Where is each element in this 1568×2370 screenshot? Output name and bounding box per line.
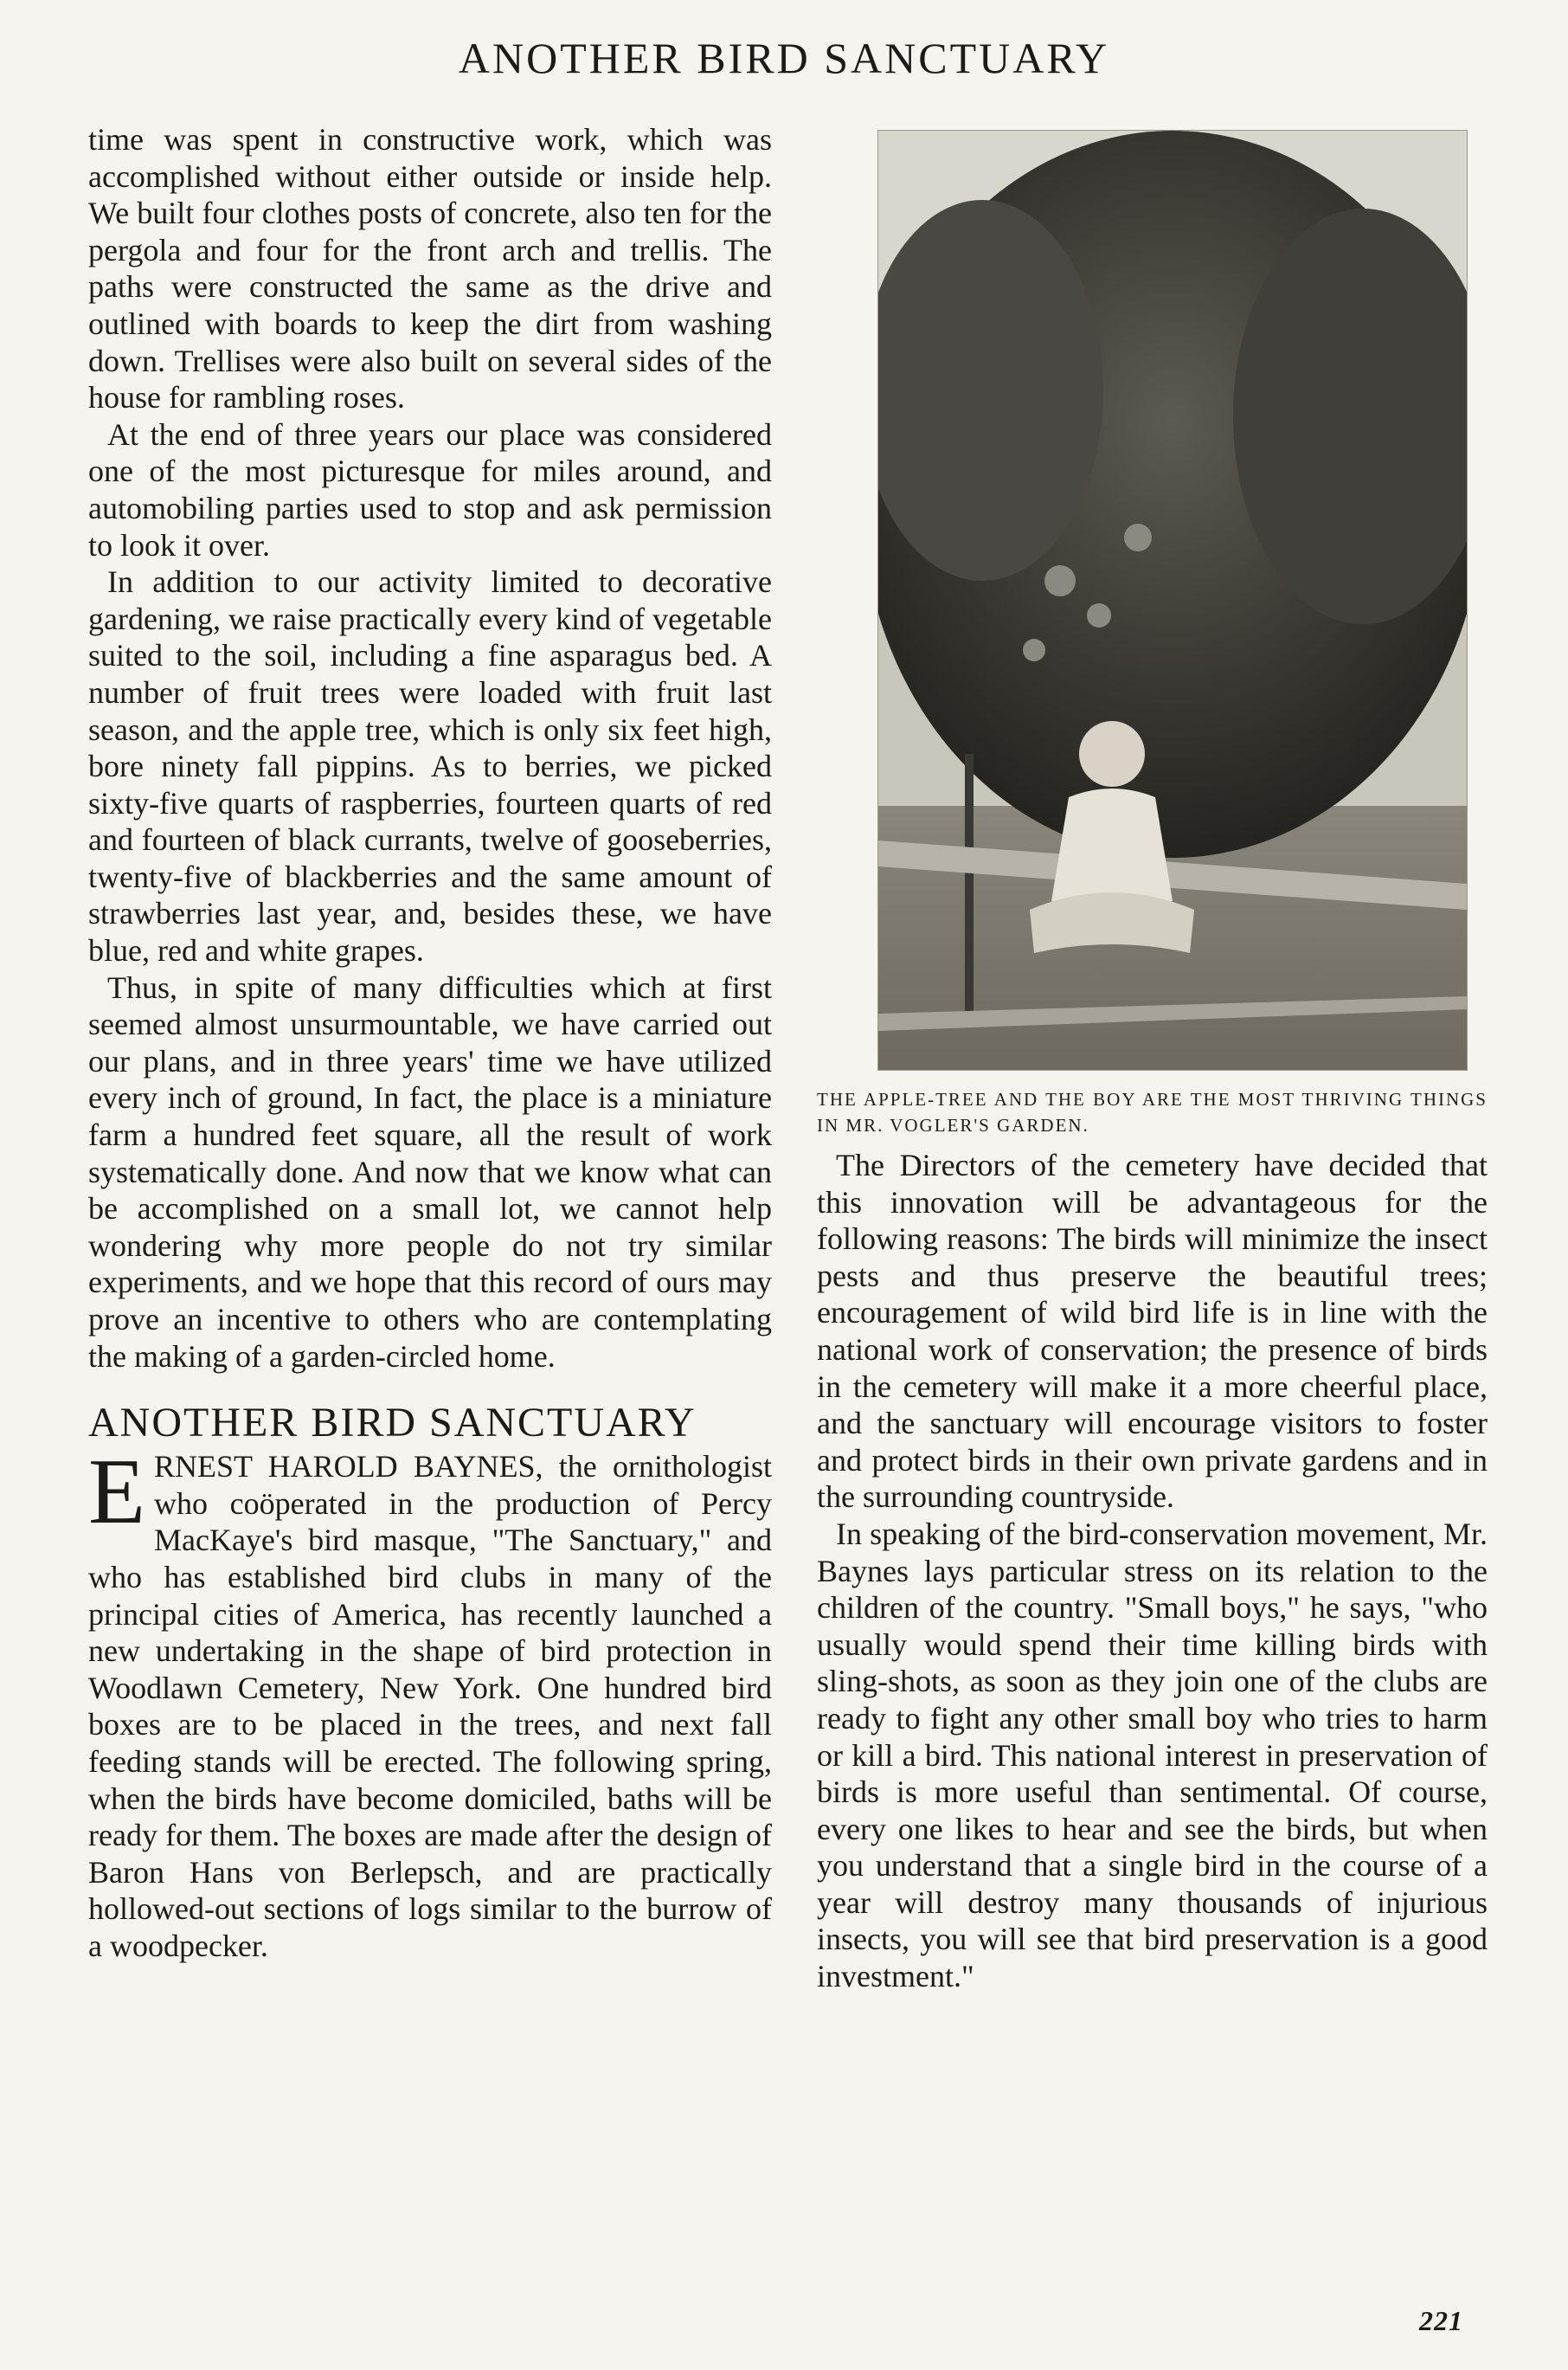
body-paragraph: Thus, in spite of many difficulties which at first seemed almost unsurmountable, we have carried out our plans, and in three years' time we have utilized every inch of ground, In fact, the place is a miniature farm a hundred feet square, all the result of work systematically done. And now that we know what can be accomplished on a small lot, we cannot help wondering why more people do not try similar experiments, and we hope that this record of ours may prove an incentive to others who are contemplating the making of a garden-circled home.: [88, 969, 772, 1374]
body-paragraph: In speaking of the bird-conservation movement, Mr. Baynes lays particular stress on its relation to the children of the country. "Small boys," he says, "who usually would spend their time killing birds with sling-shots, as soon as they join one of the clubs are ready to fight any other small boy who tries to harm or kill a bird. This national interest in preservation of birds is more useful than sentimental. Of course, every one likes to hear and see the birds, but when you understand that a single bird in the course of a year will destroy many thousands of injurious insects, you will see that bird preservation is a good investment.": [817, 1516, 1488, 1994]
body-paragraph: At the end of three years our place was considered one of the most picturesque for miles around, and automobiling parties used to stop and ask permission to look it over.: [88, 416, 772, 563]
right-column: [817, 1147, 1488, 1995]
article-lead-paragraph: [88, 1440, 772, 1964]
left-column: [88, 121, 772, 1965]
apple-tree-boy-image: [878, 131, 1467, 1070]
page-number: 221: [1419, 2305, 1463, 2336]
article-title: ANOTHER BIRD SANCTUARY: [88, 1400, 697, 1446]
garden-photograph: [877, 130, 1468, 1071]
photo-caption: THE APPLE-TREE AND THE BOY ARE THE MOST THRIVING THINGS IN MR. VOGLER'S GARDEN.: [817, 1089, 1488, 1136]
lead-text: RNEST HAROLD BAYNES, the ornithologist who coöperated in the production of Percy MacKaye's bird masque, "The Sanctuary," and who has established bird clubs in many of the principal cities of America, has recently launched a new undertaking in the shape of bird protection in Woodlawn Cemetery, New York. One hundred bird boxes are to be placed in the trees, and next fall feeding stands will be erected. The following spring, when the birds have become domiciled, baths will be ready for them. The boxes are made after the design of Baron Hans von Berlepsch, and are practically hollowed-out sections of logs similar to the burrow of a woodpecker.: [88, 1449, 772, 1963]
continued-paragraph: time was spent in constructive work, which was accomplished without either outside or inside help. We built four clothes posts of concrete, also ten for the pergola and four for the front arch and trellis. The paths were constructed the same as the drive and outlined with boards to keep the dirt from washing down. Trellises were also built on several sides of the house for rambling roses.: [88, 122, 772, 415]
body-paragraph: In addition to our activity limited to decorative gardening, we raise practically every kind of vegetable suited to the soil, including a fine asparagus bed. A number of fruit trees were loaded with fruit last season, and the apple tree, which is only six feet high, bore ninety fall pippins. As to berries, we picked sixty-five quarts of raspberries, fourteen quarts of red and fourteen of black currants, twelve of gooseberries, twenty-five of blackberries and the same amount of strawberries last year, and, besides these, we have blue, red and white grapes.: [88, 564, 772, 969]
drop-cap: E: [88, 1440, 145, 1544]
running-title: ANOTHER BIRD SANCTUARY: [458, 34, 1110, 82]
body-paragraph: The Directors of the cemetery have decided that this innovation will be advantageous for the following reasons: The birds will minimize the insect pests and thus preserve the beautiful trees; encouragement of wild bird life is in line with the national work of conservation; the presence of birds in the cemetery will make it a more cheerful place, and the sanctuary will encourage visitors to foster and protect birds in their own private gardens and in the surrounding countryside.: [817, 1148, 1488, 1515]
